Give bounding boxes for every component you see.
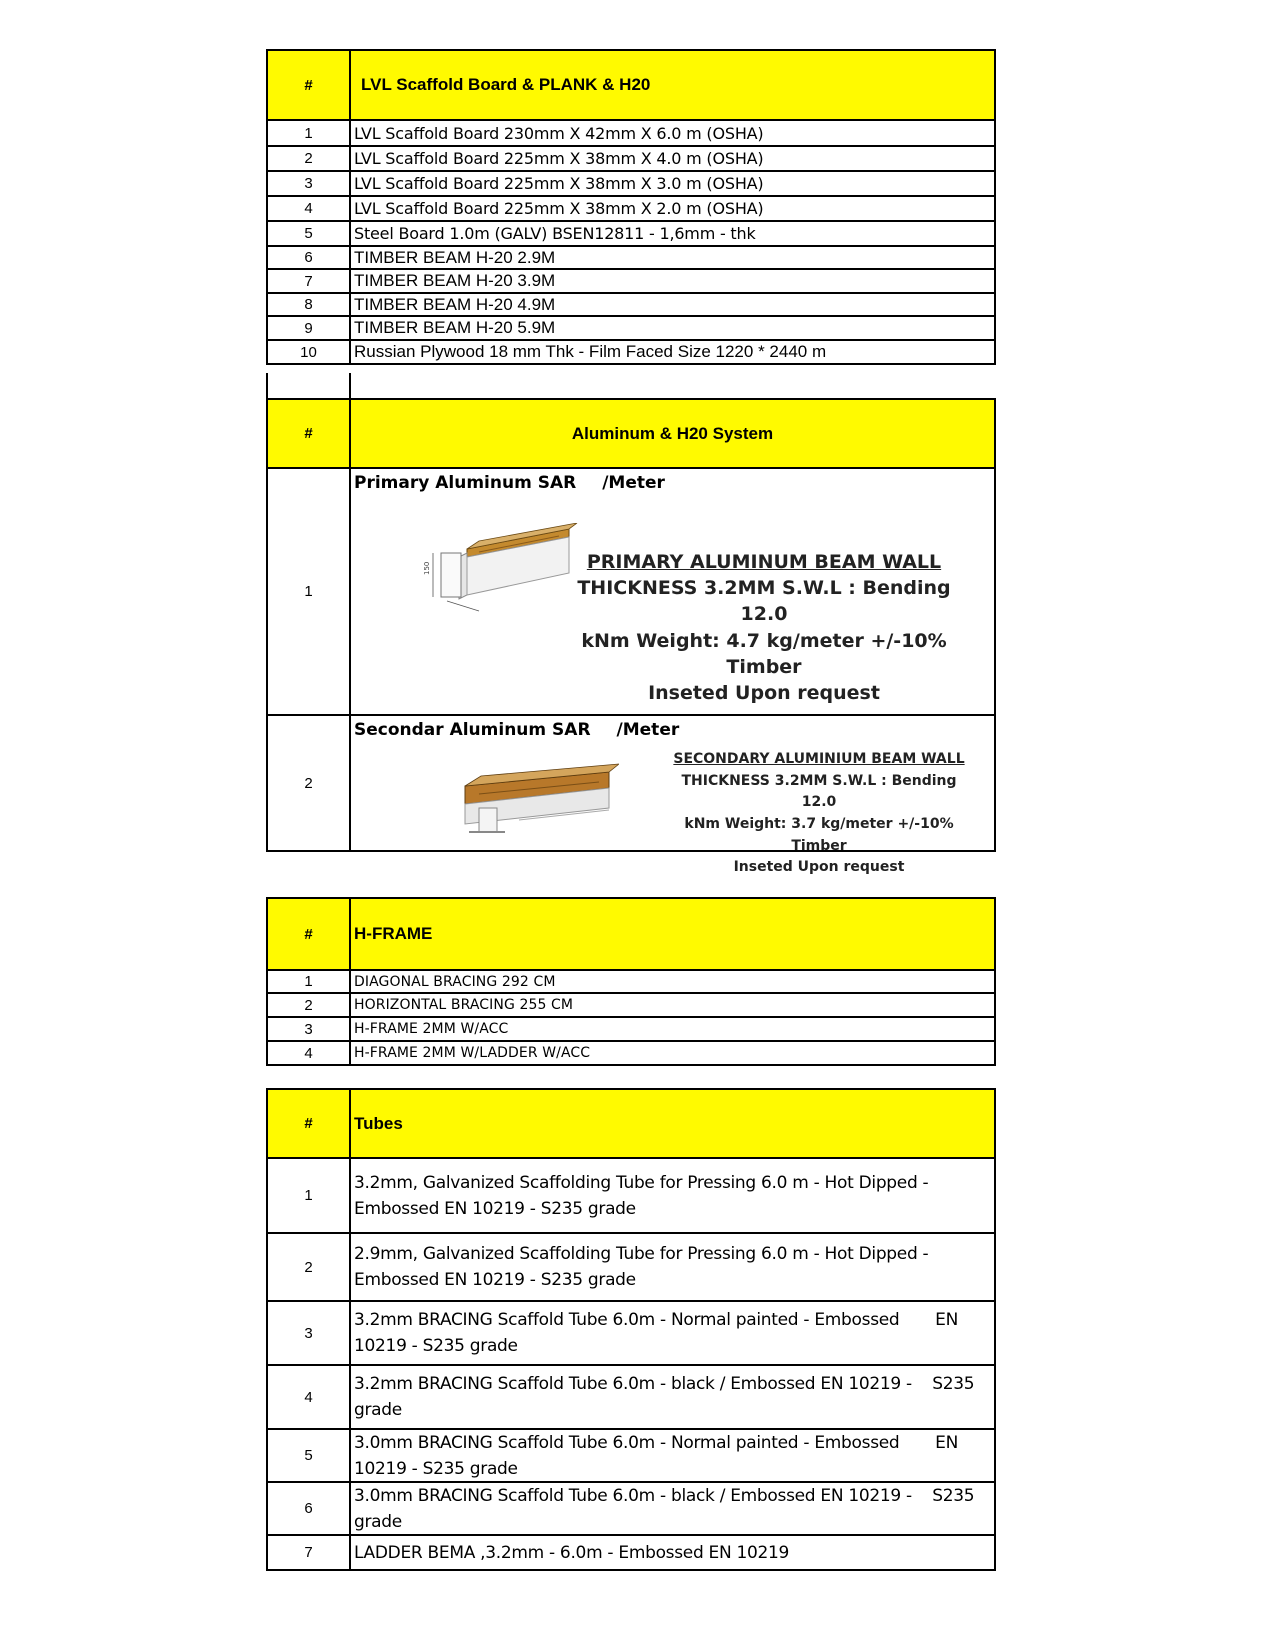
table-row xyxy=(268,714,994,876)
row-description: Steel Board 1.0m (GALV) BSEN12811 - 1,6mm - thk xyxy=(354,224,756,243)
row-description xyxy=(351,1430,994,1481)
table-row xyxy=(268,1016,994,1040)
table-row xyxy=(268,339,994,363)
row-number: 1 xyxy=(268,971,351,992)
row-description: LVL Scaffold Board 225mm X 38mm X 3.0 m (OSHA) xyxy=(354,174,764,193)
row-description: Russian Plywood 18 mm Thk - Film Faced Size 1220 * 2440 m xyxy=(354,342,827,361)
spec-line: THICKNESS 3.2MM S.W.L : Bending 12.0 xyxy=(681,772,957,811)
row-number: 9 xyxy=(268,317,351,339)
row-line: LADDER BEMA ,3.2mm - 6.0m - Embossed EN 10219 xyxy=(354,1542,790,1563)
table-row xyxy=(268,1428,994,1481)
hframe-table xyxy=(266,897,996,1066)
row-description: TIMBER BEAM H-20 3.9M xyxy=(354,271,556,290)
row-number: 1 xyxy=(268,469,351,714)
row-line: 3.2mm BRACING Scaffold Tube 6.0m - Normal painted - Embossed EN xyxy=(354,1310,958,1330)
table-row xyxy=(268,969,994,992)
row-number: 2 xyxy=(268,994,351,1016)
beam-unit: /Meter xyxy=(616,720,680,740)
spec-line: kNm Weight: 3.7 kg/meter +/-10% Timber xyxy=(684,816,954,854)
row-description xyxy=(351,1234,994,1300)
spec-line: kNm Weight: 4.7 kg/meter +/-10% Timber xyxy=(581,629,947,678)
row-description: TIMBER BEAM H-20 4.9M xyxy=(354,294,556,314)
table-header xyxy=(268,1090,994,1157)
row-number: 4 xyxy=(268,1042,351,1064)
row-number: 1 xyxy=(268,121,351,145)
row-number: 4 xyxy=(268,1366,351,1428)
table-row xyxy=(268,992,994,1016)
row-number: 1 xyxy=(268,1159,351,1232)
header-title: Tubes xyxy=(354,1113,403,1133)
table-header xyxy=(268,400,994,467)
row-line: 10219 - S235 grade xyxy=(354,1336,518,1356)
table-row xyxy=(268,1040,994,1064)
row-number: 2 xyxy=(268,716,351,850)
row-description xyxy=(351,1536,994,1569)
row-description: DIAGONAL BRACING 292 CM xyxy=(354,973,556,990)
row-number: 2 xyxy=(268,147,351,170)
beam-name: Primary Aluminum SAR xyxy=(354,473,577,493)
header-num: # xyxy=(268,400,351,467)
svg-text:150: 150 xyxy=(423,561,431,575)
row-line: 3.2mm BRACING Scaffold Tube 6.0m - black / Embossed EN 10219 - S235 xyxy=(354,1374,975,1394)
beam-title xyxy=(354,720,679,740)
table-row xyxy=(268,1300,994,1364)
lvl-table xyxy=(266,49,996,365)
primary-beam-spec xyxy=(569,549,959,706)
row-number: 6 xyxy=(268,247,351,268)
beam-title xyxy=(354,473,665,493)
table-row xyxy=(268,1232,994,1300)
spec-line: THICKNESS 3.2MM S.W.L : Bending 12.0 xyxy=(577,577,951,626)
table-row xyxy=(268,245,994,268)
header-num: # xyxy=(268,899,351,969)
secondary-beam-spec xyxy=(669,749,969,879)
row-line: Embossed EN 10219 - S235 grade xyxy=(354,1198,636,1219)
row-description xyxy=(351,1366,994,1428)
row-number: 4 xyxy=(268,197,351,220)
row-description: H-FRAME 2MM W/ACC xyxy=(354,1021,509,1037)
spec-line: Inseted Upon request xyxy=(733,859,905,876)
row-number: 3 xyxy=(268,1302,351,1364)
row-description: LVL Scaffold Board 225mm X 38mm X 4.0 m (OSHA) xyxy=(354,149,764,168)
beam-cell xyxy=(351,469,994,714)
row-description: TIMBER BEAM H-20 5.9M xyxy=(354,318,556,337)
row-line: 3.2mm, Galvanized Scaffolding Tube for Pressing 6.0 m - Hot Dipped - xyxy=(354,1172,929,1193)
header-num: # xyxy=(268,51,351,119)
primary-beam-image xyxy=(419,523,579,613)
row-description xyxy=(351,1302,994,1364)
header-num: # xyxy=(268,1090,351,1157)
row-number: 5 xyxy=(268,222,351,245)
table-row xyxy=(268,467,994,714)
table-row xyxy=(268,268,994,292)
table-row xyxy=(268,170,994,195)
aluminum-table xyxy=(266,398,996,876)
beam-name: Secondar Aluminum SAR xyxy=(354,720,591,740)
table-row xyxy=(268,119,994,145)
secondary-beam-image xyxy=(459,758,619,838)
row-line: 2.9mm, Galvanized Scaffolding Tube for Pressing 6.0 m - Hot Dipped - xyxy=(354,1244,929,1264)
table-row xyxy=(268,220,994,245)
row-description xyxy=(351,1159,994,1232)
row-number: 2 xyxy=(268,1234,351,1300)
row-number: 3 xyxy=(268,172,351,195)
row-number: 7 xyxy=(268,1536,351,1569)
tubes-table xyxy=(266,1088,996,1571)
row-number: 7 xyxy=(268,270,351,292)
table-row xyxy=(268,315,994,339)
row-description xyxy=(351,1483,994,1534)
table-row xyxy=(268,1481,994,1534)
table-header xyxy=(268,899,994,969)
spec-line: Inseted Upon request xyxy=(648,682,880,705)
table-row xyxy=(268,1157,994,1232)
row-number: 10 xyxy=(268,341,351,363)
row-number: 8 xyxy=(268,294,351,315)
table-row xyxy=(268,292,994,315)
table-row xyxy=(268,1534,994,1569)
row-description: LVL Scaffold Board 225mm X 38mm X 2.0 m (OSHA) xyxy=(354,199,764,218)
spec-line: PRIMARY ALUMINUM BEAM WALL xyxy=(586,551,942,573)
row-line: 3.0mm BRACING Scaffold Tube 6.0m - black / Embossed EN 10219 - S235 xyxy=(354,1485,975,1506)
row-line: 10219 - S235 grade xyxy=(354,1458,518,1479)
row-description: HORIZONTAL BRACING 255 CM xyxy=(354,997,574,1013)
row-number: 6 xyxy=(268,1483,351,1534)
header-title: H-FRAME xyxy=(354,924,433,943)
row-description: H-FRAME 2MM W/LADDER W/ACC xyxy=(354,1045,591,1061)
row-description: TIMBER BEAM H-20 2.9M xyxy=(354,247,556,267)
row-number: 5 xyxy=(268,1430,351,1481)
row-line: grade xyxy=(354,1511,402,1532)
table-header xyxy=(268,51,994,119)
spec-line: SECONDARY ALUMINIUM BEAM WALL xyxy=(673,751,965,767)
header-title: LVL Scaffold Board & PLANK & H20 xyxy=(361,75,651,94)
row-line: 3.0mm BRACING Scaffold Tube 6.0m - Normal painted - Embossed EN xyxy=(354,1432,958,1453)
row-number: 3 xyxy=(268,1018,351,1040)
table-row xyxy=(268,1364,994,1428)
spacer-row xyxy=(266,373,996,399)
beam-cell xyxy=(351,716,994,876)
beam-unit: /Meter xyxy=(602,473,665,493)
header-title: Aluminum & H20 System xyxy=(571,423,774,443)
row-line: grade xyxy=(354,1400,402,1420)
row-description: LVL Scaffold Board 230mm X 42mm X 6.0 m (OSHA) xyxy=(354,123,764,143)
table-row xyxy=(268,195,994,220)
row-line: Embossed EN 10219 - S235 grade xyxy=(354,1270,636,1290)
table-row xyxy=(268,145,994,170)
